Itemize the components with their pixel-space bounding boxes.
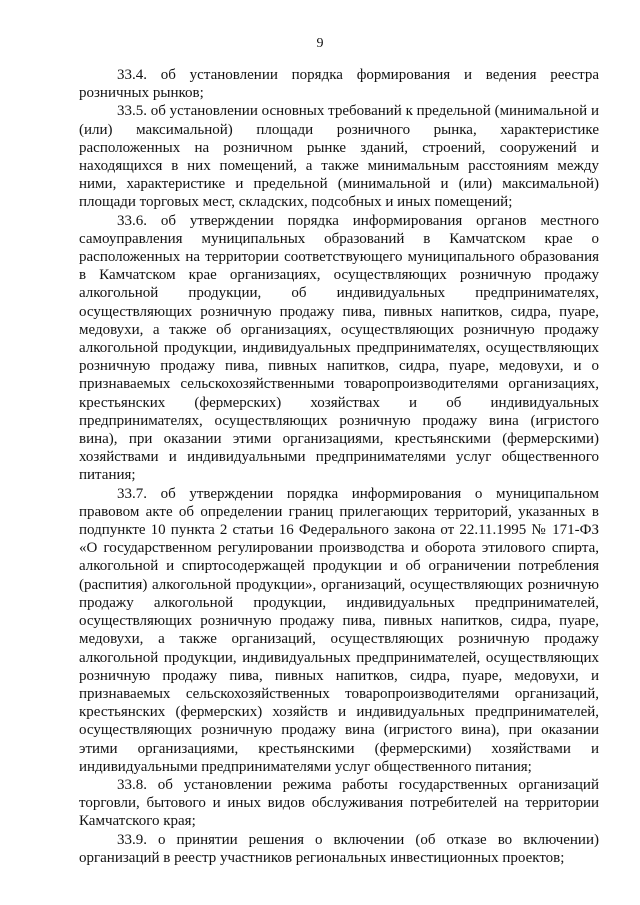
page-number: 9 (316, 36, 324, 51)
paragraph-33-7: 33.7. об утверждении порядка информирования о муниципальном правовом акте об определении границ прилегающих территорий, указанных в подпункте 10 пункта 2 статьи 16 Федерального закона от 22.11.1995 № 171-ФЗ «О государственном регулировании производства и оборота этилового спирта, алкогольной и спиртосодержащей продукции и об ограничении потребления (распития) алкогольной продукции», организаций, осуществляющих розничную продажу алкогольной продукции, индивидуальных предпринимателей, осуществляющих розничную продажу пива, пивных напитков, сидра, пуаре, медовухи, а также организаций, осуществляющих розничную продажу алкогольной продукции, индивидуальных предпринимателей, осуществляющих розничную продажу пива, пивных напитков, сидра, пуаре, медовухи, и признаваемых сельскохозяйственных товаропроизводителями организаций, крестьянских (фермерских) хозяйств и индивидуальных предпринимателей, осуществляющих розничную продажу вина (игристого вина), при оказании этими организациями, крестьянскими (фермерскими) хозяйствами и индивидуальными предпринимателями услуг общественного питания; (79, 485, 599, 775)
paragraph-33-5: 33.5. об установлении основных требований к предельной (минимальной и (или) максимальной) площади розничного рынка, характеристике расположенных на розничном рынке зданий, строений, сооружений и находящихся в них помещений, а также минимальным расстояниям между ними, характеристике и предельной (минимальной и (или) максимальной) площади торговых мест, складских, подсобных и иных помещений; (79, 103, 599, 211)
document-body (79, 66, 599, 867)
paragraph-33-9: 33.9. о принятии решения о включении (об отказе во включении) организаций в реестр участников региональных инвестиционных проектов; (79, 831, 599, 866)
paragraph-33-8: 33.8. об установлении режима работы государственных организаций торговли, бытового и иных видов обслуживания потребителей на территории Камчатского края; (79, 776, 599, 830)
paragraph-33-4: 33.4. об установлении порядка формирования и ведения реестра розничных рынков; (79, 67, 599, 102)
paragraph-33-6: 33.6. об утверждении порядка информирования органов местного самоуправления муниципальных образований в Камчатском крае о расположенных на территории соответствующего муниципального образования в Камчатском крае организациях, осуществляющих розничную продажу алкогольной продукции, об индивидуальных предпринимателях, осуществляющих розничную продажу пива, пивных напитков, сидра, пуаре, медовухи, а также об организациях, осуществляющих розничную продажу алкогольной продукции, индивидуальных предпринимателях, осуществляющих розничную продажу пива, пивных напитков, сидра, пуаре, медовухи, и о признаваемых сельскохозяйственными товаропроизводителями организациях, крестьянских (фермерских) хозяйствах и об индивидуальных предпринимателях, осуществляющих розничную продажу вина (игристого вина), при оказании этими организациями, крестьянскими (фермерскими) хозяйствами и индивидуальными предпринимателями услуг общественного питания; (79, 212, 599, 484)
